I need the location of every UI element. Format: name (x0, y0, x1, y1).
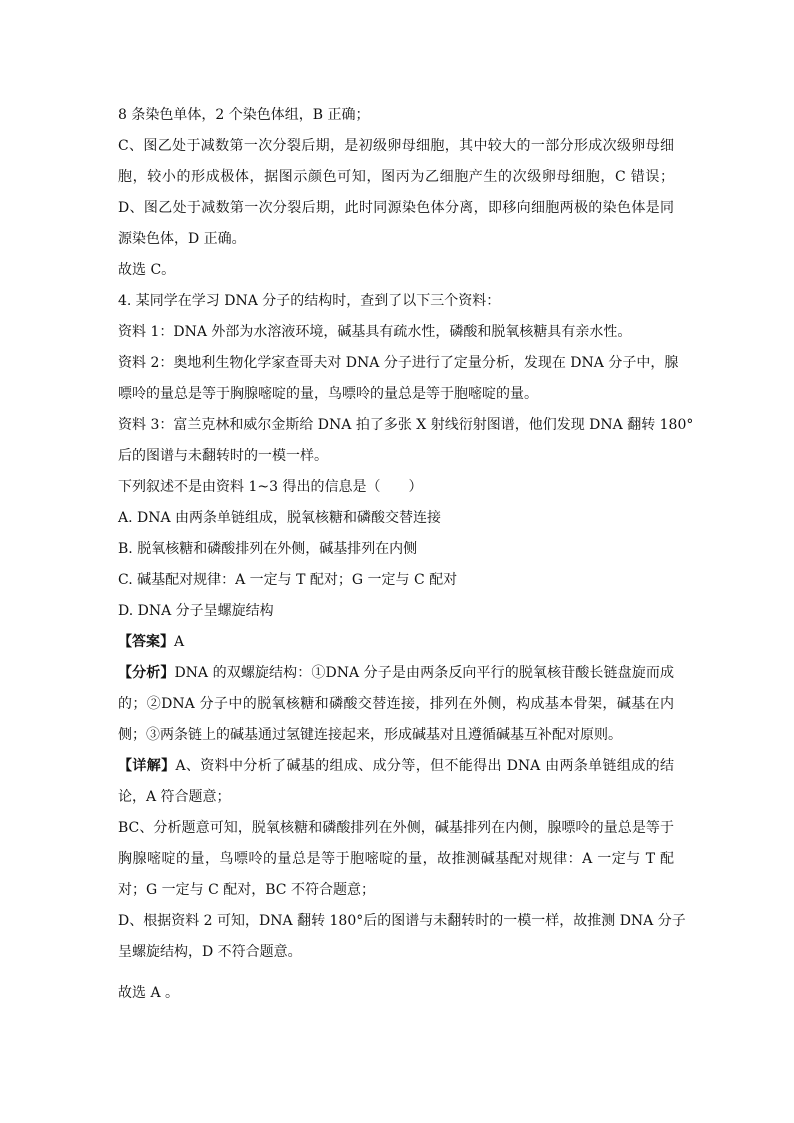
text-line: 嘌呤的量总是等于胸腺嘧啶的量，鸟嘌呤的量总是等于胞嘧啶的量。 (118, 386, 538, 402)
detail-line: 对；G 一定与 C 配对，BC 不符合题意； (118, 882, 375, 898)
detail-label: 【详解】 (118, 758, 176, 774)
text-line: 8 条染色单体，2 个染色体组，B 正确； (118, 107, 370, 123)
text-line: C、图乙处于减数第一次分裂后期，是初级卵母细胞，其中较大的一部分形成次级卵母细 (118, 138, 674, 154)
text-line: D. DNA 分子呈螺旋结构 (118, 603, 274, 619)
text-line: 源染色体，D 正确。 (118, 231, 246, 247)
text-line: 后的图谱与未翻转时的一模一样。 (118, 448, 328, 464)
text-line: C. 碱基配对规律：A 一定与 T 配对；G 一定与 C 配对 (118, 572, 458, 588)
analysis-label: 【分析】 (118, 665, 175, 681)
text-line: 资料 3：富兰克林和威尔金斯给 DNA 拍了多张 X 射线衍射图谱，他们发现 DNA 翻转 180° (118, 417, 694, 433)
text-line: 故选 C。 (118, 262, 176, 278)
text-line: 资料 2：奥地利生物化学家查哥夫对 DNA 分子进行了定量分析，发现在 DNA 分子中，腺 (118, 355, 679, 371)
detail-line: 论，A 符合题意； (118, 789, 231, 805)
detail-line: D、根据资料 2 可知，DNA 翻转 180°后的图谱与未翻转时的一模一样，故推测 DNA 分子 (118, 913, 686, 929)
analysis-line (118, 664, 674, 682)
text-line: B. 脱氧核糖和磷酸排列在外侧，碱基排列在内侧 (118, 541, 418, 557)
text-line: A. DNA 由两条单链组成，脱氧核糖和磷酸交替连接 (118, 510, 442, 526)
detail-line: 故选 A 。 (118, 985, 180, 1001)
detail-text: A、资料中分析了碱基的组成、成分等，但不能得出 DNA 由两条单链组成的结 (175, 758, 674, 774)
detail-line (118, 757, 674, 775)
detail-line: 呈螺旋结构，D 不符合题意。 (118, 944, 302, 960)
analysis-line: 侧；③两条链上的碱基通过氢键连接起来，形成碱基对且遵循碱基互补配对原则。 (118, 727, 622, 743)
analysis-line: 的；②DNA 分子中的脱氧核糖和磷酸交替连接，排列在外侧，构成基本骨架，碱基在内 (118, 696, 674, 712)
text-line: 胞，较小的形成极体，据图示颜色可知，图丙为乙细胞产生的次级卵母细胞，C 错误； (118, 169, 674, 185)
detail-line: BC、分析题意可知，脱氧核糖和磷酸排列在外侧，碱基排列在内侧，腺嘌呤的量总是等于 (118, 820, 674, 836)
text-line: D、图乙处于减数第一次分裂后期，此时同源染色体分离，即移向细胞两极的染色体是同 (118, 200, 674, 216)
answer-value: A (174, 634, 185, 650)
text-line: 资料 1：DNA 外部为水溶液环境，碱基具有疏水性，磷酸和脱氧核糖具有亲水性。 (118, 324, 632, 340)
text-line: 下列叙述不是由资料 1~3 得出的信息是（ ） (118, 479, 423, 495)
text-line: 4. 某同学在学习 DNA 分子的结构时，查到了以下三个资料： (118, 293, 501, 309)
answer-label: 【答案】 (118, 634, 174, 650)
detail-line: 胸腺嘧啶的量，鸟嘌呤的量总是等于胞嘧啶的量，故推测碱基配对规律：A 一定与 T 配 (118, 851, 674, 867)
analysis-text: DNA 的双螺旋结构：①DNA 分子是由两条反向平行的脱氧核苷酸长链盘旋而成 (174, 665, 674, 681)
answer-line (118, 633, 184, 651)
